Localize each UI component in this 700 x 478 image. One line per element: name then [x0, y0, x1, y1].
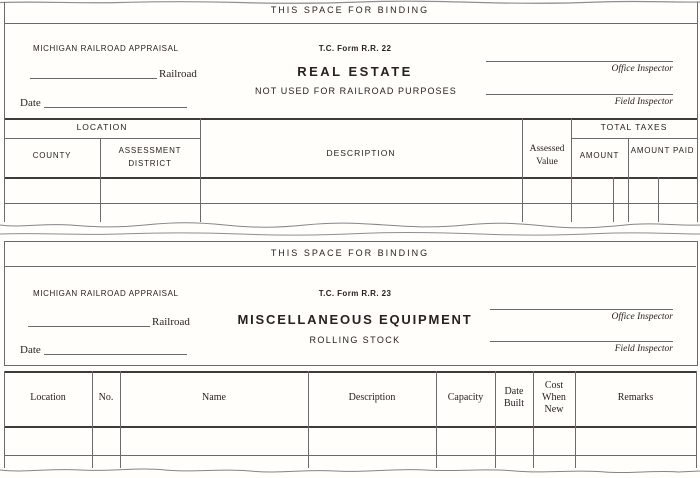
- agency-label: MICHIGAN RAILROAD APPRAISAL: [33, 289, 179, 298]
- table-top-border: [4, 371, 697, 373]
- header-total-taxes-group: TOTAL TAXES: [600, 122, 668, 132]
- office-inspector-line: [490, 309, 673, 310]
- blank-row: [5, 428, 695, 455]
- header-amount-paid: AMOUNT PAID: [630, 146, 695, 155]
- header-amount: AMOUNT: [579, 151, 620, 160]
- field-inspector-line: [486, 94, 673, 95]
- header-county: COUNTY: [32, 151, 72, 160]
- form-subtitle: NOT USED FOR RAILROAD PURPOSES: [255, 86, 457, 96]
- page-left-border: [4, 2, 5, 118]
- header-capacity: Capacity: [447, 392, 484, 403]
- railroad-fill-line: [30, 78, 157, 79]
- header-assessed-value: Assessed Value: [529, 144, 565, 167]
- date-fill-line: [44, 354, 187, 355]
- office-inspector-label: Office Inspector: [611, 64, 673, 74]
- header-description: Description: [348, 392, 396, 403]
- torn-edge-page-bottom: [0, 462, 700, 478]
- blank-row: [5, 178, 697, 203]
- table-top-border: [4, 118, 698, 120]
- binding-strip-label: THIS SPACE FOR BINDING: [270, 248, 430, 258]
- railroad-fill-line: [28, 326, 150, 327]
- field-inspector-line: [490, 341, 673, 342]
- form-subtitle: ROLLING STOCK: [309, 335, 401, 345]
- header-remarks: Remarks: [617, 392, 654, 403]
- header-location: Location: [30, 392, 66, 403]
- field-inspector-label: Field Inspector: [614, 344, 673, 354]
- location-group-underline: [4, 138, 200, 139]
- header-cost-when-new: Cost When New: [542, 380, 566, 415]
- page-right-border: [697, 2, 698, 118]
- date-label: Date: [20, 344, 41, 356]
- taxes-group-underline: [571, 138, 697, 139]
- office-inspector-line: [486, 61, 673, 62]
- header-name: Name: [202, 392, 226, 403]
- binding-strip-label: THIS SPACE FOR BINDING: [270, 5, 430, 15]
- binding-rule: [5, 266, 696, 267]
- table-right-border: [697, 118, 698, 222]
- railroad-label: Railroad: [159, 68, 197, 80]
- date-label: Date: [20, 97, 41, 109]
- date-fill-line: [44, 107, 187, 108]
- railroad-label: Railroad: [152, 316, 190, 328]
- binding-rule: [4, 23, 698, 24]
- header-description: DESCRIPTION: [326, 148, 396, 158]
- form-number: T.C. Form R.R. 22: [318, 44, 392, 53]
- header-location-group: LOCATION: [76, 122, 128, 132]
- header-assessment-district: ASSESSMENT DISTRICT: [118, 146, 182, 168]
- table-right-border: [696, 371, 697, 468]
- header-no: No.: [98, 392, 114, 403]
- form-title: MISCELLANEOUS EQUIPMENT: [237, 312, 473, 327]
- header-date-built: Date Built: [503, 386, 524, 409]
- office-inspector-label: Office Inspector: [611, 312, 673, 322]
- torn-edge-form2-top: [0, 229, 700, 241]
- field-inspector-label: Field Inspector: [614, 97, 673, 107]
- form-number: T.C. Form R.R. 23: [318, 289, 392, 298]
- agency-label: MICHIGAN RAILROAD APPRAISAL: [33, 44, 179, 53]
- form-title: REAL ESTATE: [297, 64, 413, 79]
